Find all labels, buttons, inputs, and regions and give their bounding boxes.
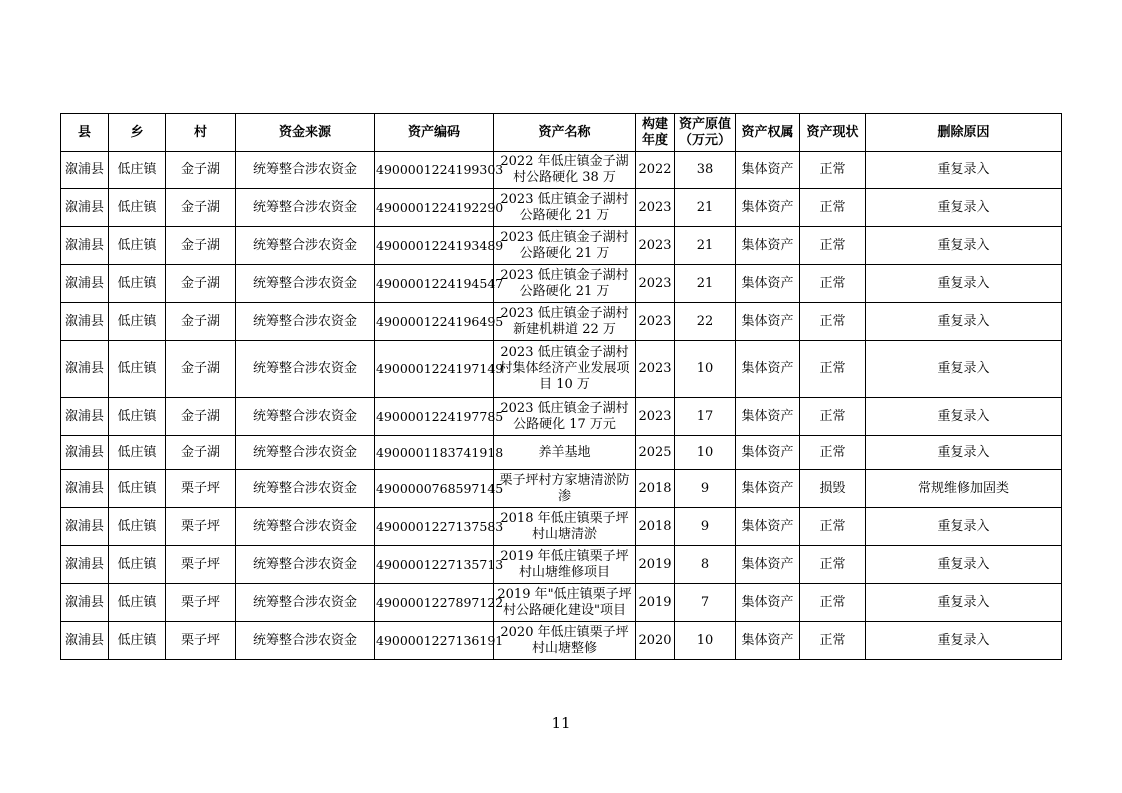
cell-year: 2022 (636, 152, 675, 189)
cell-year: 2023 (636, 341, 675, 398)
table-row (61, 341, 1062, 398)
cell-asset-code: 4900001224193489 (375, 227, 494, 265)
cell-original-value: 8 (675, 546, 736, 584)
asset-deletion-table (60, 113, 1062, 660)
cell-county: 溆浦县 (61, 470, 109, 508)
cell-asset-code: 4900001224196495 (375, 303, 494, 341)
cell-ownership: 集体资产 (736, 398, 800, 436)
cell-county: 溆浦县 (61, 227, 109, 265)
cell-county: 溆浦县 (61, 152, 109, 189)
header-fund-source: 资金来源 (236, 114, 375, 152)
cell-village: 金子湖 (166, 227, 236, 265)
table-row (61, 508, 1062, 546)
cell-status: 正常 (800, 341, 866, 398)
header-status: 资产现状 (800, 114, 866, 152)
cell-status: 正常 (800, 152, 866, 189)
cell-status: 正常 (800, 508, 866, 546)
cell-asset-name: 2023 低庄镇金子湖村公路硬化 17 万元 (494, 398, 636, 436)
cell-asset-name: 2018 年低庄镇栗子坪村山塘清淤 (494, 508, 636, 546)
cell-reason: 重复录入 (866, 584, 1062, 622)
cell-asset-code: 4900001227137583 (375, 508, 494, 546)
cell-county: 溆浦县 (61, 398, 109, 436)
cell-original-value: 9 (675, 508, 736, 546)
cell-town: 低庄镇 (109, 436, 166, 470)
cell-reason: 重复录入 (866, 265, 1062, 303)
cell-status: 正常 (800, 265, 866, 303)
table-row (61, 436, 1062, 470)
cell-ownership: 集体资产 (736, 436, 800, 470)
cell-fund-source: 统筹整合涉农资金 (236, 152, 375, 189)
cell-year: 2019 (636, 546, 675, 584)
table-row (61, 152, 1062, 189)
cell-original-value: 9 (675, 470, 736, 508)
table-row (61, 622, 1062, 660)
cell-fund-source: 统筹整合涉农资金 (236, 546, 375, 584)
cell-town: 低庄镇 (109, 508, 166, 546)
cell-asset-code: 4900001224197785 (375, 398, 494, 436)
cell-town: 低庄镇 (109, 303, 166, 341)
cell-reason: 重复录入 (866, 622, 1062, 660)
cell-county: 溆浦县 (61, 265, 109, 303)
cell-county: 溆浦县 (61, 546, 109, 584)
cell-village: 金子湖 (166, 341, 236, 398)
cell-village: 栗子坪 (166, 508, 236, 546)
cell-ownership: 集体资产 (736, 265, 800, 303)
cell-original-value: 10 (675, 341, 736, 398)
cell-reason: 重复录入 (866, 303, 1062, 341)
cell-fund-source: 统筹整合涉农资金 (236, 436, 375, 470)
header-year: 构建年度 (636, 114, 675, 152)
cell-original-value: 22 (675, 303, 736, 341)
cell-status: 正常 (800, 303, 866, 341)
header-reason: 删除原因 (866, 114, 1062, 152)
cell-year: 2023 (636, 227, 675, 265)
cell-asset-name: 2023 低庄镇金子湖村公路硬化 21 万 (494, 227, 636, 265)
cell-fund-source: 统筹整合涉农资金 (236, 508, 375, 546)
cell-status: 损毁 (800, 470, 866, 508)
cell-asset-name: 2019 年"低庄镇栗子坪村公路硬化建设"项目 (494, 584, 636, 622)
cell-status: 正常 (800, 546, 866, 584)
cell-county: 溆浦县 (61, 584, 109, 622)
cell-town: 低庄镇 (109, 227, 166, 265)
cell-year: 2023 (636, 303, 675, 341)
cell-asset-name: 2023 低庄镇金子湖村公路硬化 21 万 (494, 189, 636, 227)
cell-ownership: 集体资产 (736, 227, 800, 265)
cell-asset-name: 栗子坪村方家塘清淤防渗 (494, 470, 636, 508)
cell-reason: 重复录入 (866, 398, 1062, 436)
cell-ownership: 集体资产 (736, 470, 800, 508)
cell-year: 2020 (636, 622, 675, 660)
cell-town: 低庄镇 (109, 584, 166, 622)
cell-status: 正常 (800, 436, 866, 470)
table-row (61, 303, 1062, 341)
header-county: 县 (61, 114, 109, 152)
cell-ownership: 集体资产 (736, 508, 800, 546)
cell-reason: 重复录入 (866, 152, 1062, 189)
cell-ownership: 集体资产 (736, 341, 800, 398)
cell-original-value: 21 (675, 227, 736, 265)
cell-village: 金子湖 (166, 436, 236, 470)
cell-village: 金子湖 (166, 152, 236, 189)
cell-ownership: 集体资产 (736, 152, 800, 189)
cell-status: 正常 (800, 189, 866, 227)
cell-village: 栗子坪 (166, 470, 236, 508)
cell-town: 低庄镇 (109, 189, 166, 227)
cell-county: 溆浦县 (61, 508, 109, 546)
cell-asset-code: 4900001224194547 (375, 265, 494, 303)
cell-town: 低庄镇 (109, 470, 166, 508)
cell-village: 栗子坪 (166, 584, 236, 622)
cell-reason: 重复录入 (866, 341, 1062, 398)
table-row (61, 265, 1062, 303)
cell-fund-source: 统筹整合涉农资金 (236, 584, 375, 622)
header-ownership: 资产权属 (736, 114, 800, 152)
cell-county: 溆浦县 (61, 189, 109, 227)
cell-fund-source: 统筹整合涉农资金 (236, 189, 375, 227)
cell-year: 2023 (636, 189, 675, 227)
cell-asset-code: 4900001227135713 (375, 546, 494, 584)
cell-ownership: 集体资产 (736, 546, 800, 584)
table-body (61, 152, 1062, 660)
cell-asset-code: 4900001183741918 (375, 436, 494, 470)
cell-village: 栗子坪 (166, 622, 236, 660)
cell-town: 低庄镇 (109, 622, 166, 660)
cell-asset-code: 4900001227136191 (375, 622, 494, 660)
cell-asset-name: 2023 低庄镇金子湖村新建机耕道 22 万 (494, 303, 636, 341)
cell-asset-code: 4900001224197149 (375, 341, 494, 398)
cell-town: 低庄镇 (109, 152, 166, 189)
cell-year: 2023 (636, 265, 675, 303)
cell-fund-source: 统筹整合涉农资金 (236, 265, 375, 303)
header-town: 乡 (109, 114, 166, 152)
header-asset-code: 资产编码 (375, 114, 494, 152)
cell-fund-source: 统筹整合涉农资金 (236, 398, 375, 436)
cell-status: 正常 (800, 398, 866, 436)
cell-year: 2018 (636, 508, 675, 546)
cell-ownership: 集体资产 (736, 584, 800, 622)
table-row (61, 470, 1062, 508)
cell-village: 栗子坪 (166, 546, 236, 584)
cell-original-value: 21 (675, 265, 736, 303)
cell-year: 2018 (636, 470, 675, 508)
cell-village: 金子湖 (166, 398, 236, 436)
cell-county: 溆浦县 (61, 622, 109, 660)
cell-year: 2019 (636, 584, 675, 622)
header-asset-name: 资产名称 (494, 114, 636, 152)
table-row (61, 584, 1062, 622)
header-original-value: 资产原值（万元） (675, 114, 736, 152)
cell-ownership: 集体资产 (736, 189, 800, 227)
cell-town: 低庄镇 (109, 341, 166, 398)
page-number: 11 (551, 714, 571, 732)
cell-asset-code: 4900001224192290 (375, 189, 494, 227)
cell-year: 2025 (636, 436, 675, 470)
cell-ownership: 集体资产 (736, 622, 800, 660)
cell-county: 溆浦县 (61, 436, 109, 470)
cell-fund-source: 统筹整合涉农资金 (236, 227, 375, 265)
table-header-row (61, 114, 1062, 152)
cell-fund-source: 统筹整合涉农资金 (236, 470, 375, 508)
cell-original-value: 7 (675, 584, 736, 622)
cell-reason: 重复录入 (866, 436, 1062, 470)
cell-asset-name: 2023 低庄镇金子湖村公路硬化 21 万 (494, 265, 636, 303)
cell-asset-code: 4900000768597145 (375, 470, 494, 508)
cell-asset-name: 2020 年低庄镇栗子坪村山塘整修 (494, 622, 636, 660)
cell-year: 2023 (636, 398, 675, 436)
cell-asset-name: 2019 年低庄镇栗子坪村山塘维修项目 (494, 546, 636, 584)
table-row (61, 546, 1062, 584)
cell-village: 金子湖 (166, 189, 236, 227)
cell-original-value: 10 (675, 436, 736, 470)
cell-original-value: 17 (675, 398, 736, 436)
cell-village: 金子湖 (166, 303, 236, 341)
cell-asset-code: 4900001227897122 (375, 584, 494, 622)
table-row (61, 189, 1062, 227)
cell-reason: 重复录入 (866, 546, 1062, 584)
cell-status: 正常 (800, 227, 866, 265)
cell-reason: 重复录入 (866, 227, 1062, 265)
cell-original-value: 38 (675, 152, 736, 189)
cell-asset-name: 2022 年低庄镇金子湖村公路硬化 38 万 (494, 152, 636, 189)
cell-reason: 重复录入 (866, 189, 1062, 227)
cell-original-value: 10 (675, 622, 736, 660)
cell-status: 正常 (800, 584, 866, 622)
cell-asset-name: 养羊基地 (494, 436, 636, 470)
cell-asset-code: 4900001224199303 (375, 152, 494, 189)
cell-status: 正常 (800, 622, 866, 660)
cell-ownership: 集体资产 (736, 303, 800, 341)
cell-fund-source: 统筹整合涉农资金 (236, 341, 375, 398)
cell-reason: 重复录入 (866, 508, 1062, 546)
cell-fund-source: 统筹整合涉农资金 (236, 622, 375, 660)
table-row (61, 227, 1062, 265)
cell-reason: 常规维修加固类 (866, 470, 1062, 508)
cell-town: 低庄镇 (109, 265, 166, 303)
cell-county: 溆浦县 (61, 341, 109, 398)
cell-town: 低庄镇 (109, 546, 166, 584)
table-row (61, 398, 1062, 436)
cell-asset-name: 2023 低庄镇金子湖村村集体经济产业发展项目 10 万 (494, 341, 636, 398)
header-village: 村 (166, 114, 236, 152)
cell-fund-source: 统筹整合涉农资金 (236, 303, 375, 341)
cell-village: 金子湖 (166, 265, 236, 303)
cell-town: 低庄镇 (109, 398, 166, 436)
cell-original-value: 21 (675, 189, 736, 227)
cell-county: 溆浦县 (61, 303, 109, 341)
